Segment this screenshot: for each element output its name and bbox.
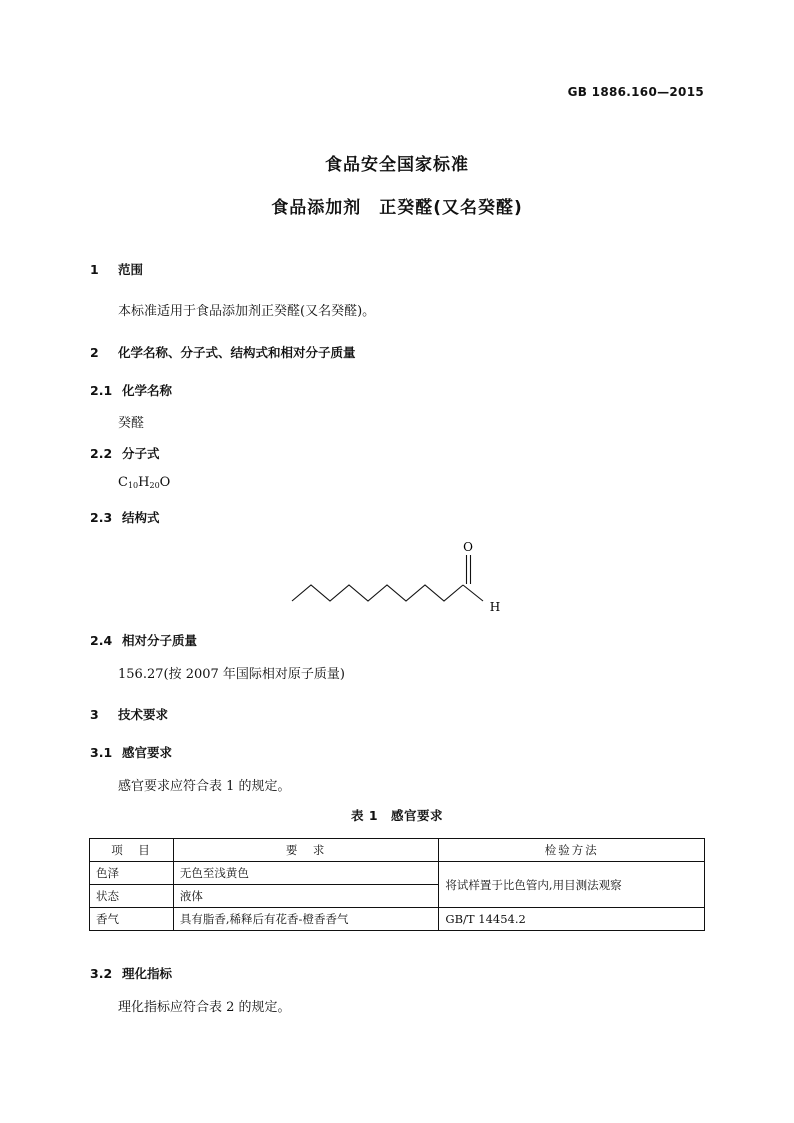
section-number: 3 bbox=[90, 707, 99, 722]
table-header-requirement: 要 求 bbox=[173, 839, 439, 862]
aldehyde-bond bbox=[463, 585, 483, 601]
molecular-mass: 156.27(按 2007 年国际相对原子质量) bbox=[118, 667, 345, 682]
section-number: 2.3 bbox=[90, 510, 113, 525]
section-number: 1 bbox=[90, 262, 99, 277]
document-title: 食品安全国家标准 bbox=[325, 155, 469, 175]
section-number: 2.2 bbox=[90, 446, 113, 461]
table-row bbox=[90, 908, 705, 931]
section-2-2-heading bbox=[90, 444, 160, 462]
table-cell: 色泽 bbox=[90, 862, 174, 885]
oxygen-atom-label: O bbox=[463, 540, 473, 554]
section-title: 结构式 bbox=[122, 510, 160, 525]
section-title: 分子式 bbox=[122, 446, 160, 461]
section-number: 2.1 bbox=[90, 383, 113, 398]
table-cell: 具有脂香,稀释后有花香-橙香香气 bbox=[173, 908, 439, 931]
section-title: 感官要求 bbox=[122, 745, 173, 760]
chemical-name: 癸醛 bbox=[118, 416, 145, 431]
section-3-2-text: 理化指标应符合表 2 的规定。 bbox=[118, 1000, 291, 1015]
section-3-1-text: 感官要求应符合表 1 的规定。 bbox=[118, 779, 291, 794]
hydrogen-atom-label: H bbox=[489, 600, 501, 614]
section-title: 范围 bbox=[118, 262, 144, 277]
section-number: 3.1 bbox=[90, 745, 113, 760]
table-1-caption: 表 1 感官要求 bbox=[350, 808, 444, 823]
section-number: 3.2 bbox=[90, 966, 113, 981]
table-cell: 香气 bbox=[90, 908, 174, 931]
section-number: 2.4 bbox=[90, 633, 113, 648]
standard-number: GB 1886.160—2015 bbox=[567, 85, 704, 99]
table-cell: 状态 bbox=[90, 885, 174, 908]
structural-formula bbox=[280, 535, 520, 620]
table-row bbox=[90, 862, 705, 885]
table-cell-merged-method: 将试样置于比色管内,用目测法观察 bbox=[439, 862, 705, 908]
section-title: 化学名称 bbox=[122, 383, 173, 398]
section-number: 2 bbox=[90, 345, 99, 360]
section-title: 相对分子质量 bbox=[122, 633, 198, 648]
table-header-method: 检验方法 bbox=[439, 839, 705, 862]
table-header-row bbox=[90, 839, 705, 862]
section-3-heading bbox=[90, 705, 168, 723]
section-2-1-heading bbox=[90, 381, 172, 399]
section-1-text: 本标准适用于食品添加剂正癸醛(又名癸醛)。 bbox=[118, 304, 376, 319]
carbon-chain bbox=[292, 585, 463, 601]
section-3-2-heading bbox=[90, 964, 172, 982]
table-cell: 无色至浅黄色 bbox=[173, 862, 439, 885]
table-header-item: 项 目 bbox=[90, 839, 174, 862]
document-subtitle: 食品添加剂 正癸醛(又名癸醛) bbox=[271, 198, 523, 218]
table-cell: 液体 bbox=[173, 885, 439, 908]
sensory-requirements-table bbox=[89, 838, 705, 931]
table-cell: GB/T 14454.2 bbox=[439, 908, 705, 931]
section-2-4-heading bbox=[90, 631, 197, 649]
section-title: 理化指标 bbox=[122, 966, 173, 981]
section-title: 化学名称、分子式、结构式和相对分子质量 bbox=[118, 345, 356, 360]
section-title: 技术要求 bbox=[118, 707, 169, 722]
section-1-heading bbox=[90, 260, 143, 278]
section-2-heading bbox=[90, 343, 356, 361]
section-3-1-heading bbox=[90, 743, 172, 761]
molecular-formula: C10H20O bbox=[118, 475, 171, 490]
section-2-3-heading bbox=[90, 508, 160, 526]
